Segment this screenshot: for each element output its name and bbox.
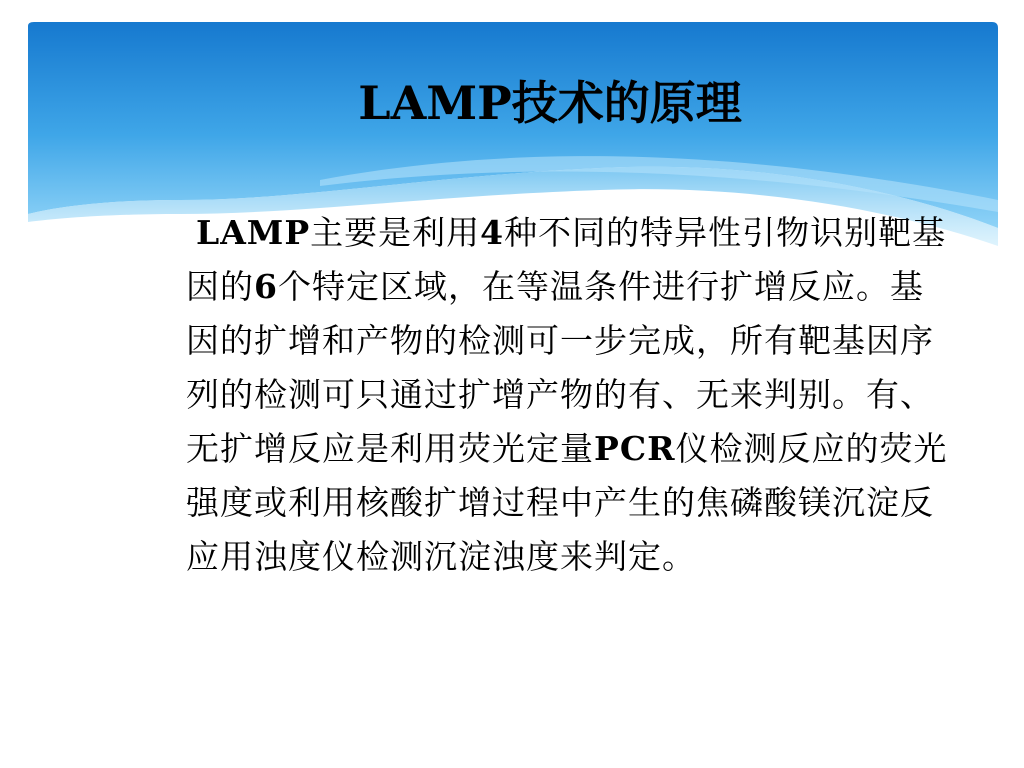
body-text-segment: 仪检测反应的荧光强度或利用核酸扩增过程中产生的焦磷酸镁沉淀反应用浊度仪检测沉淀浊度来判定。 — [186, 429, 948, 576]
slide-title: LAMP技术的原理 — [358, 76, 742, 130]
body-number-6: 6 — [254, 267, 278, 306]
body-text-segment: 个特定区域，在等温条件进行扩增反应。基因的扩增和产物的检测可一步完成，所有靶基因序列的检测可只通过扩增产物的有、无来判别。有、无扩增反应是利用荧光定量 — [186, 267, 934, 468]
body-term-pcr: PCR — [594, 429, 676, 468]
body-text-segment: 种不同的特异性引物识别靶基因的 — [186, 213, 947, 306]
body-number-4: 4 — [480, 213, 505, 252]
slide-body-text — [186, 206, 948, 584]
body-text-segment: 主要是利用 — [310, 213, 481, 252]
body-term-lamp: LAMP — [196, 213, 311, 252]
